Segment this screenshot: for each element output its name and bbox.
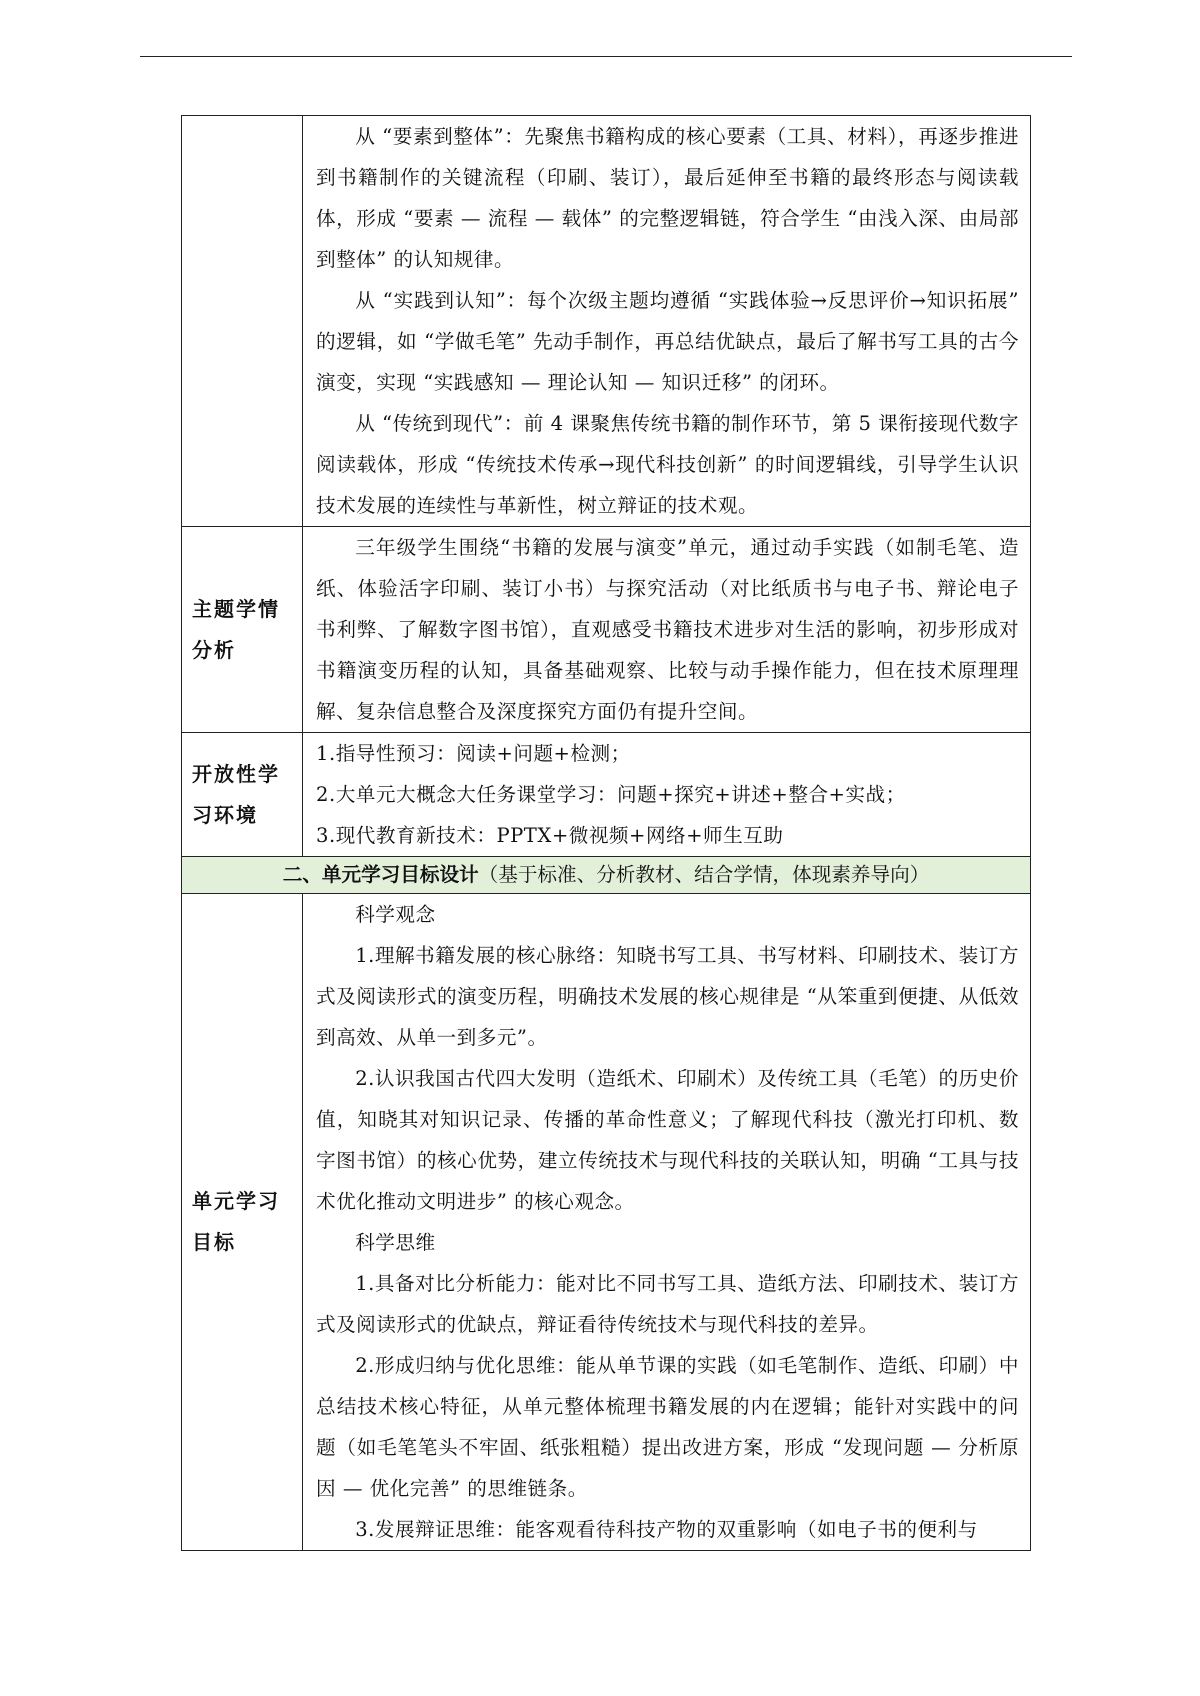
paragraph-element-to-whole: 从 “要素到整体”：先聚焦书籍构成的核心要素（工具、材料），再逐步推进到书籍制作的关键流程（印刷、装订），最后延伸至书籍的最终形态与阅读载体，形成 “要素 — 流程 — 载体” 的完整逻辑链，符合学生 “由浅入深、由局部到整体” 的认知规律。 xyxy=(316,125,1019,271)
goal-item: 2.形成归纳与优化思维：能从单节课的实践（如毛笔制作、造纸、印刷）中总结技术核心特征，从单元整体梳理书籍发展的内在逻辑；能针对实践中的问题（如毛笔笔头不牢固、纸张粗糙）提出改进方案，形成 “发现问题 — 分析原因 — 优化完善” 的思维链条。 xyxy=(316,1354,1019,1500)
section-heading xyxy=(182,857,1031,894)
goal-heading-scientific-concept: 科学观念 xyxy=(355,903,436,926)
goal-item: 1.具备对比分析能力：能对比不同书写工具、造纸方法、印刷技术、装订方式及阅读形式的优缺点，辩证看待传统技术与现代科技的差异。 xyxy=(316,1272,1019,1336)
environment-item: 2.大单元大概念大任务课堂学习：问题+探究+讲述+整合+实战； xyxy=(316,783,906,806)
paragraph-tradition-to-modern: 从 “传统到现代”：前 4 课聚焦传统书籍的制作环节，第 5 课衔接现代数字阅读载体，形成 “传统技术传承→现代科技创新” 的时间逻辑线，引导学生认识技术发展的连续性与革新性，树立辩证的技术观。 xyxy=(316,412,1019,517)
paragraph-practice-to-cognition: 从 “实践到认知”：每个次级主题均遵循 “实践体验→反思评价→知识拓展” 的逻辑，如 “学做毛笔” 先动手制作，再总结优缺点，最后了解书写工具的古今演变，实现 “实践感知 — 理论认知 — 知识迁移” 的闭环。 xyxy=(316,289,1019,394)
goal-item: 3.发展辩证思维：能客观看待科技产物的双重影响（如电子书的便利与 xyxy=(355,1518,978,1541)
environment-item: 1.指导性预习：阅读+问题+检测； xyxy=(316,742,631,765)
section-heading-note: （基于标准、分析教材、结合学情，体现素养导向） xyxy=(478,863,930,886)
learning-environment-cell xyxy=(303,733,1031,857)
goal-item: 2.认识我国古代四大发明（造纸术、印刷术）及传统工具（毛笔）的历史价值，知晓其对知识记录、传播的革命性意义；了解现代科技（激光打印机、数字图书馆）的核心优势，建立传统技术与现代科技的关联认知，明确 “工具与技术优化推动文明进步” 的核心观念。 xyxy=(316,1067,1019,1213)
row-learner-analysis xyxy=(182,527,1031,733)
logic-structure-cell xyxy=(303,116,1031,527)
header-rule xyxy=(140,56,1072,57)
row-logic-structure xyxy=(182,116,1031,527)
section-heading-row xyxy=(182,857,1031,894)
goal-heading-scientific-thinking: 科学思维 xyxy=(355,1231,436,1254)
learner-analysis-text: 三年级学生围绕“书籍的发展与演变”单元，通过动手实践（如制毛笔、造纸、体验活字印刷、装订小书）与探究活动（对比纸质书与电子书、辩论电子书利弊、了解数字图书馆），直观感受书籍技术进步对生活的影响，初步形成对书籍演变历程的认知，具备基础观察、比较与动手操作能力，但在技术原理理解、复杂信息整合及深度探究方面仍有提升空间。 xyxy=(316,536,1019,723)
unit-goals-label: 单元学习 目标 xyxy=(182,894,303,1551)
row-unit-goals xyxy=(182,894,1031,1551)
learning-environment-label: 开放性学 习环境 xyxy=(182,733,303,857)
unit-goals-cell xyxy=(303,894,1031,1551)
row-learning-environment xyxy=(182,733,1031,857)
lesson-plan-table xyxy=(181,115,1031,1551)
learner-analysis-cell xyxy=(303,527,1031,733)
environment-item: 3.现代教育新技术：PPTX+微视频+网络+师生互助 xyxy=(316,824,784,847)
row-label-empty xyxy=(182,116,303,527)
learner-analysis-label: 主题学情 分析 xyxy=(182,527,303,733)
goal-item: 1.理解书籍发展的核心脉络：知晓书写工具、书写材料、印刷技术、装订方式及阅读形式的演变历程，明确技术发展的核心规律是 “从笨重到便捷、从低效到高效、从单一到多元”。 xyxy=(316,944,1019,1049)
section-heading-bold: 二、单元学习目标设计 xyxy=(282,863,479,886)
